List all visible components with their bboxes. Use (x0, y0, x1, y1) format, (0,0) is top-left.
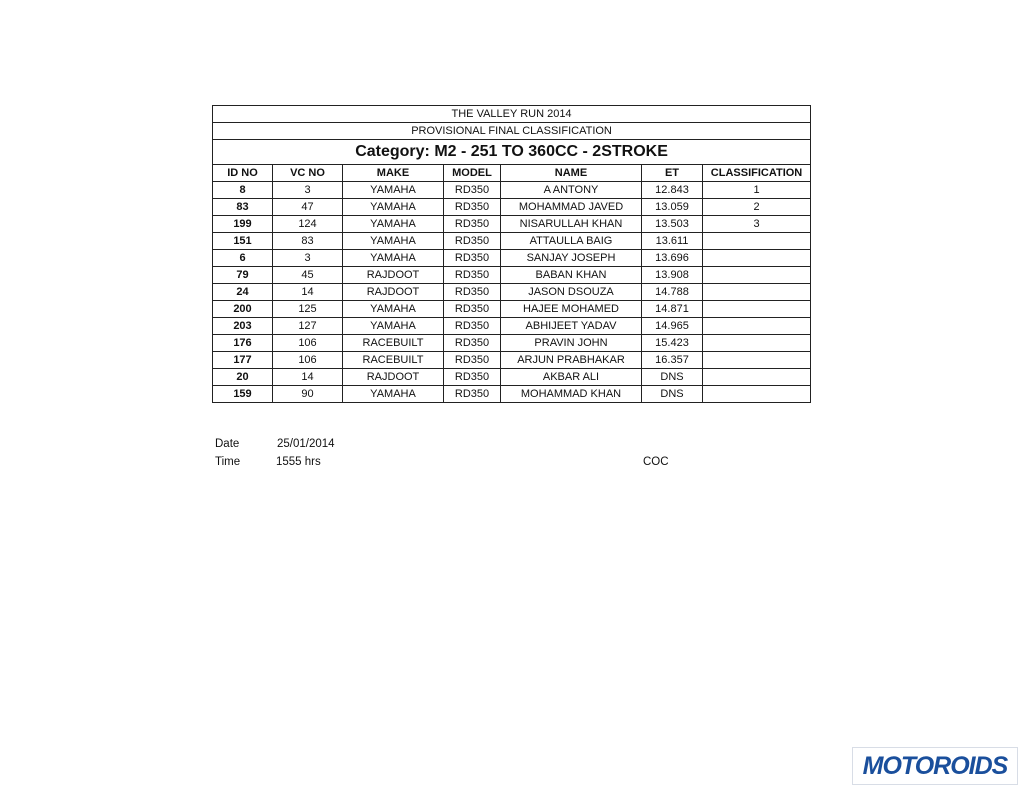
id-no-cell: 159 (213, 386, 273, 403)
make-cell: RAJDOOT (343, 369, 444, 386)
vc-no-cell: 83 (273, 233, 343, 250)
et-cell: 13.059 (642, 199, 703, 216)
column-header-name: NAME (501, 165, 642, 182)
model-cell: RD350 (444, 182, 501, 199)
name-cell: MOHAMMAD JAVED (501, 199, 642, 216)
name-cell: ARJUN PRABHAKAR (501, 352, 642, 369)
et-cell: 16.357 (642, 352, 703, 369)
vc-no-cell: 127 (273, 318, 343, 335)
make-cell: YAMAHA (343, 199, 444, 216)
name-cell: BABAN KHAN (501, 267, 642, 284)
name-cell: MOHAMMAD KHAN (501, 386, 642, 403)
id-no-cell: 20 (213, 369, 273, 386)
name-cell: AKBAR ALI (501, 369, 642, 386)
table-row (213, 369, 811, 386)
id-no-cell: 8 (213, 182, 273, 199)
table-row (213, 318, 811, 335)
id-no-cell: 24 (213, 284, 273, 301)
column-header-vc-no: VC NO (273, 165, 343, 182)
model-cell: RD350 (444, 284, 501, 301)
table-row (213, 199, 811, 216)
table-row (213, 250, 811, 267)
vc-no-cell: 45 (273, 267, 343, 284)
column-header-make: MAKE (343, 165, 444, 182)
make-cell: YAMAHA (343, 386, 444, 403)
name-cell: A ANTONY (501, 182, 642, 199)
motoroids-logo (852, 747, 1018, 785)
model-cell: RD350 (444, 233, 501, 250)
column-header-et: ET (642, 165, 703, 182)
vc-no-cell: 14 (273, 369, 343, 386)
column-header-classification: CLASSIFICATION (703, 165, 811, 182)
model-cell: RD350 (444, 369, 501, 386)
classification-cell (703, 352, 811, 369)
et-cell: 15.423 (642, 335, 703, 352)
make-cell: YAMAHA (343, 182, 444, 199)
classification-cell: 1 (703, 182, 811, 199)
make-cell: RACEBUILT (343, 335, 444, 352)
classification-cell (703, 267, 811, 284)
table-row (213, 267, 811, 284)
vc-no-cell: 106 (273, 352, 343, 369)
make-cell: RAJDOOT (343, 284, 444, 301)
model-cell: RD350 (444, 352, 501, 369)
classification-cell (703, 233, 811, 250)
time-value: 1555 hrs (276, 456, 321, 468)
model-cell: RD350 (444, 301, 501, 318)
date-value: 25/01/2014 (277, 438, 335, 450)
vc-no-cell: 47 (273, 199, 343, 216)
et-cell: 14.788 (642, 284, 703, 301)
make-cell: YAMAHA (343, 250, 444, 267)
model-cell: RD350 (444, 386, 501, 403)
vc-no-cell: 3 (273, 182, 343, 199)
et-cell: 14.871 (642, 301, 703, 318)
table-row (213, 182, 811, 199)
table-row (213, 216, 811, 233)
column-header-id-no: ID NO (213, 165, 273, 182)
id-no-cell: 199 (213, 216, 273, 233)
id-no-cell: 176 (213, 335, 273, 352)
table-row (213, 284, 811, 301)
name-cell: ATTAULLA BAIG (501, 233, 642, 250)
date-label: Date (215, 438, 240, 450)
column-header-model: MODEL (444, 165, 501, 182)
et-cell: 13.908 (642, 267, 703, 284)
et-cell: 14.965 (642, 318, 703, 335)
coc-signature-label: COC (643, 456, 669, 468)
classification-table (212, 105, 811, 403)
table-row (213, 301, 811, 318)
vc-no-cell: 125 (273, 301, 343, 318)
time-label: Time (215, 456, 241, 468)
et-cell: 13.611 (642, 233, 703, 250)
id-no-cell: 83 (213, 199, 273, 216)
name-cell: PRAVIN JOHN (501, 335, 642, 352)
vc-no-cell: 124 (273, 216, 343, 233)
classification-cell (703, 301, 811, 318)
et-cell: DNS (642, 369, 703, 386)
vc-no-cell: 90 (273, 386, 343, 403)
classification-subtitle: PROVISIONAL FINAL CLASSIFICATION (213, 123, 811, 140)
model-cell: RD350 (444, 267, 501, 284)
vc-no-cell: 14 (273, 284, 343, 301)
logo-text: MOTOROIDS (862, 751, 1008, 780)
et-cell: 13.503 (642, 216, 703, 233)
name-cell: HAJEE MOHAMED (501, 301, 642, 318)
event-title: THE VALLEY RUN 2014 (213, 106, 811, 123)
vc-no-cell: 3 (273, 250, 343, 267)
category-heading: Category: M2 - 251 TO 360CC - 2STROKE (213, 140, 811, 165)
et-cell: DNS (642, 386, 703, 403)
table-row (213, 386, 811, 403)
classification-cell (703, 335, 811, 352)
classification-cell (703, 284, 811, 301)
classification-cell: 2 (703, 199, 811, 216)
name-cell: NISARULLAH KHAN (501, 216, 642, 233)
id-no-cell: 79 (213, 267, 273, 284)
table-row (213, 352, 811, 369)
id-no-cell: 203 (213, 318, 273, 335)
table-row (213, 233, 811, 250)
id-no-cell: 151 (213, 233, 273, 250)
make-cell: RAJDOOT (343, 267, 444, 284)
name-cell: SANJAY JOSEPH (501, 250, 642, 267)
vc-no-cell: 106 (273, 335, 343, 352)
make-cell: RACEBUILT (343, 352, 444, 369)
column-header-row (213, 165, 811, 182)
make-cell: YAMAHA (343, 216, 444, 233)
make-cell: YAMAHA (343, 301, 444, 318)
classification-cell (703, 386, 811, 403)
model-cell: RD350 (444, 216, 501, 233)
model-cell: RD350 (444, 335, 501, 352)
name-cell: ABHIJEET YADAV (501, 318, 642, 335)
et-cell: 12.843 (642, 182, 703, 199)
make-cell: YAMAHA (343, 233, 444, 250)
model-cell: RD350 (444, 318, 501, 335)
classification-cell (703, 318, 811, 335)
classification-cell (703, 369, 811, 386)
model-cell: RD350 (444, 199, 501, 216)
id-no-cell: 177 (213, 352, 273, 369)
id-no-cell: 6 (213, 250, 273, 267)
classification-cell: 3 (703, 216, 811, 233)
make-cell: YAMAHA (343, 318, 444, 335)
id-no-cell: 200 (213, 301, 273, 318)
et-cell: 13.696 (642, 250, 703, 267)
name-cell: JASON DSOUZA (501, 284, 642, 301)
classification-cell (703, 250, 811, 267)
table-row (213, 335, 811, 352)
model-cell: RD350 (444, 250, 501, 267)
